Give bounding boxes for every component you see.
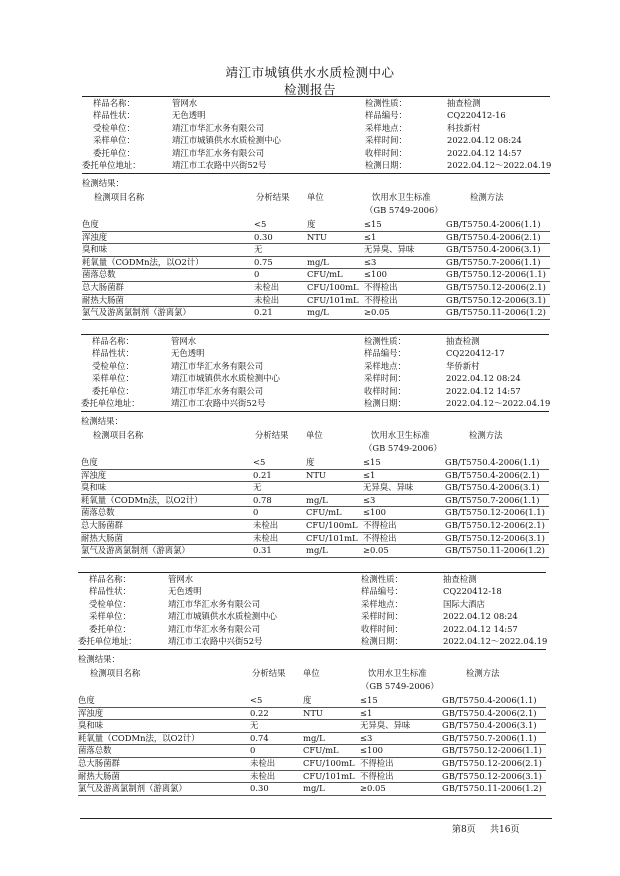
- info-bottom-rule: [81, 411, 549, 412]
- info-value: CQ220412-16: [447, 110, 506, 121]
- result-method: GB/T5750.4-2006(1.1): [442, 695, 537, 705]
- result-item: 耐热大肠菌: [82, 294, 124, 305]
- result-standard: ≤3: [364, 256, 377, 267]
- info-label: 采样单位：: [92, 373, 134, 384]
- column-header-standard-ref: （GB 5749-2006）: [364, 443, 442, 453]
- result-value: 未检出: [254, 282, 280, 292]
- info-value: 靖江市工农路中兴街52号: [168, 636, 263, 646]
- result-unit: CFU/101mL: [303, 770, 355, 781]
- results-heading: 检测结果：: [81, 416, 123, 426]
- column-header-standard: 饮用水卫生标准: [368, 668, 427, 678]
- result-value: 0.21: [254, 307, 273, 318]
- result-value: 0.74: [250, 732, 269, 743]
- result-unit: mg/L: [307, 256, 329, 267]
- info-value: 靖江市城镇供水水质检测中心: [168, 611, 277, 622]
- result-method: GB/T5750.4-2006(3.1): [442, 720, 537, 731]
- sample-block-top-rule: [82, 96, 550, 97]
- result-method: GB/T5750.12-2006(2.1): [442, 758, 542, 768]
- column-header-item: 检测项目名称: [93, 430, 144, 440]
- info-label: 样品编号：: [365, 110, 407, 121]
- result-value: 无: [250, 720, 259, 731]
- result-value: 0.30: [254, 231, 273, 242]
- info-label: 委托单位：: [92, 385, 134, 396]
- result-method: GB/T5750.12-2006(2.1): [445, 520, 545, 530]
- info-label: 委托单位地址：: [81, 398, 140, 408]
- result-unit: 度: [306, 457, 315, 467]
- result-value: 未检出: [253, 520, 279, 530]
- result-value: 0: [250, 745, 256, 756]
- result-value: 0: [253, 507, 259, 518]
- result-standard: ≤100: [364, 269, 388, 280]
- info-label: 采样地点：: [364, 360, 406, 371]
- result-unit: NTU: [303, 707, 323, 718]
- result-value: <5: [250, 695, 263, 705]
- result-value: 0.31: [253, 545, 272, 556]
- column-header-method: 检测方法: [466, 668, 500, 678]
- result-unit: 度: [303, 695, 312, 705]
- page-total: 共16页: [490, 825, 520, 835]
- result-method: GB/T5750.7-2006(1.1): [442, 732, 537, 743]
- info-label: 检测日期：: [365, 160, 407, 170]
- info-value: 靖江市华汇水务有限公司: [171, 385, 264, 396]
- result-item: 色度: [81, 457, 98, 467]
- result-item: 总大肠菌群: [78, 758, 120, 768]
- info-value: 管网水: [171, 336, 197, 346]
- info-value: 2022.04.12 14:57: [443, 623, 518, 634]
- result-item: 菌落总数: [78, 745, 112, 756]
- result-value: 0.75: [254, 256, 273, 267]
- info-label: 样品名称：: [93, 98, 135, 108]
- info-label: 采样时间：: [365, 135, 407, 146]
- result-standard: 不得检出: [363, 532, 397, 543]
- info-bottom-rule: [82, 173, 550, 174]
- column-header-standard-ref: （GB 5749-2006）: [361, 681, 439, 691]
- result-method: GB/T5750.4-2006(3.1): [446, 244, 541, 255]
- column-header-method: 检测方法: [469, 430, 503, 440]
- result-standard: 无异臭、异味: [364, 244, 415, 255]
- results-heading: 检测结果：: [78, 654, 120, 664]
- result-unit: NTU: [307, 231, 327, 242]
- result-method: GB/T5750.11-2006(1.2): [446, 307, 546, 318]
- row-rule: [81, 557, 549, 558]
- sample-block-top-rule: [81, 334, 549, 335]
- result-item: 耐热大肠菌: [78, 770, 120, 781]
- info-value: 2022.04.12 08:24: [447, 135, 522, 146]
- column-header-result: 分析结果: [255, 430, 289, 440]
- result-method: GB/T5750.4-2006(1.1): [446, 219, 541, 229]
- column-header-unit: 单位: [306, 430, 323, 440]
- info-value: 靖江市工农路中兴街52号: [171, 398, 266, 408]
- info-value: 2022.04.12 08:24: [443, 611, 518, 622]
- sample-block-top-rule: [78, 572, 546, 573]
- column-header-result: 分析结果: [252, 668, 286, 678]
- info-label: 采样单位：: [93, 135, 135, 146]
- result-unit: mg/L: [303, 783, 325, 794]
- result-item: 耗氧量（CODMn法，以O2计）: [82, 256, 204, 267]
- info-value: 国际大酒店: [443, 598, 485, 609]
- result-value: 0.78: [253, 494, 272, 505]
- info-label: 采样时间：: [364, 373, 406, 384]
- result-unit: CFU/100mL: [303, 758, 355, 768]
- result-item: 色度: [78, 695, 95, 705]
- result-value: 未检出: [250, 758, 276, 768]
- result-unit: mg/L: [306, 545, 328, 556]
- result-unit: mg/L: [306, 494, 328, 505]
- result-standard: 无异臭、异味: [363, 482, 414, 493]
- info-label: 样品编号：: [364, 348, 406, 359]
- info-label: 样品名称：: [89, 574, 131, 584]
- result-method: GB/T5750.12-2006(1.1): [445, 507, 545, 518]
- result-standard: ≤1: [363, 469, 376, 480]
- result-method: GB/T5750.12-2006(3.1): [442, 770, 542, 781]
- info-label: 采样单位：: [89, 611, 131, 622]
- info-value: 2022.04.12～2022.04.19: [447, 160, 552, 170]
- info-bottom-rule: [78, 649, 546, 650]
- info-label: 收样时间：: [361, 623, 403, 634]
- result-value: <5: [254, 219, 267, 229]
- result-item: 臭和味: [81, 482, 107, 493]
- result-unit: 度: [307, 219, 316, 229]
- info-value: 靖江市华汇水务有限公司: [172, 147, 265, 158]
- result-standard: 不得检出: [360, 758, 394, 768]
- result-standard: 不得检出: [363, 520, 397, 530]
- column-header-item: 检测项目名称: [90, 668, 141, 678]
- column-header-result: 分析结果: [256, 192, 290, 202]
- column-header-standard: 饮用水卫生标准: [372, 192, 431, 202]
- info-value: 科技新村: [447, 122, 481, 133]
- result-unit: NTU: [306, 469, 326, 480]
- info-label: 收样时间：: [365, 147, 407, 158]
- result-value: 0.22: [250, 707, 269, 718]
- result-standard: ≤3: [363, 494, 376, 505]
- info-value: 2022.04.12 08:24: [446, 373, 521, 384]
- result-standard: ≤100: [363, 507, 387, 518]
- result-item: 菌落总数: [82, 269, 116, 280]
- footer-rule: [80, 818, 552, 819]
- result-item: 氯气及游离氯制剂（游离氯）: [78, 783, 187, 794]
- result-method: GB/T5750.4-2006(2.1): [445, 469, 540, 480]
- info-value: 抽查检测: [443, 574, 477, 584]
- result-unit: CFU/101mL: [306, 532, 358, 543]
- info-label: 样品名称：: [92, 336, 134, 346]
- info-value: 无色透明: [171, 348, 205, 359]
- info-value: 管网水: [168, 574, 194, 584]
- result-standard: ≥0.05: [360, 783, 386, 794]
- column-header-unit: 单位: [307, 192, 324, 202]
- result-value: <5: [253, 457, 266, 467]
- result-method: GB/T5750.4-2006(2.1): [446, 231, 541, 242]
- result-value: 0.21: [253, 469, 272, 480]
- info-label: 委托单位地址：: [78, 636, 137, 646]
- info-value: 管网水: [172, 98, 198, 108]
- result-method: GB/T5750.12-2006(1.1): [446, 269, 546, 280]
- info-label: 受检单位：: [93, 122, 135, 133]
- result-method: GB/T5750.7-2006(1.1): [446, 256, 541, 267]
- info-label: 委托单位：: [89, 623, 131, 634]
- result-method: GB/T5750.12-2006(1.1): [442, 745, 542, 756]
- result-item: 氯气及游离氯制剂（游离氯）: [82, 307, 191, 318]
- row-rule: [82, 319, 550, 320]
- result-item: 浑浊度: [82, 231, 108, 242]
- result-standard: ≤1: [360, 707, 373, 718]
- result-item: 总大肠菌群: [82, 282, 124, 292]
- row-rule: [78, 795, 546, 796]
- result-value: 0.30: [250, 783, 269, 794]
- result-value: 无: [253, 482, 262, 493]
- info-label: 委托单位：: [93, 147, 135, 158]
- result-item: 臭和味: [78, 720, 104, 731]
- result-unit: CFU/101mL: [307, 294, 359, 305]
- column-header-method: 检测方法: [470, 192, 504, 202]
- result-item: 耗氧量（CODMn法，以O2计）: [81, 494, 203, 505]
- info-value: 无色透明: [172, 110, 206, 121]
- info-value: 2022.04.12～2022.04.19: [443, 636, 548, 646]
- info-value: 靖江市城镇供水水质检测中心: [171, 373, 280, 384]
- result-standard: 不得检出: [364, 282, 398, 292]
- result-method: GB/T5750.11-2006(1.2): [445, 545, 545, 556]
- info-value: 2022.04.12 14:57: [447, 147, 522, 158]
- result-method: GB/T5750.12-2006(2.1): [446, 282, 546, 292]
- result-method: GB/T5750.12-2006(3.1): [446, 294, 546, 305]
- info-value: 2022.04.12 14:57: [446, 385, 521, 396]
- result-standard: ≤3: [360, 732, 373, 743]
- result-value: 无: [254, 244, 263, 255]
- result-standard: 无异臭、异味: [360, 720, 411, 731]
- info-value: 靖江市华汇水务有限公司: [168, 623, 261, 634]
- result-item: 耗氧量（CODMn法，以O2计）: [78, 732, 200, 743]
- result-method: GB/T5750.12-2006(3.1): [445, 532, 545, 543]
- result-item: 臭和味: [82, 244, 108, 255]
- result-standard: ≥0.05: [364, 307, 390, 318]
- info-label: 样品编号：: [361, 586, 403, 597]
- info-label: 采样地点：: [365, 122, 407, 133]
- column-header-standard-ref: （GB 5749-2006）: [365, 205, 443, 215]
- result-unit: CFU/mL: [306, 507, 342, 518]
- results-heading: 检测结果：: [82, 178, 124, 188]
- result-standard: ≤100: [360, 745, 384, 756]
- result-value: 未检出: [254, 294, 280, 305]
- report-subtitle: 检测报告: [283, 82, 336, 97]
- column-header-unit: 单位: [303, 668, 320, 678]
- result-value: 0: [254, 269, 260, 280]
- info-value: 抽查检测: [447, 98, 481, 108]
- result-unit: CFU/mL: [307, 269, 343, 280]
- result-method: GB/T5750.4-2006(2.1): [442, 707, 537, 718]
- info-label: 样品性状：: [93, 110, 135, 121]
- result-method: GB/T5750.4-2006(1.1): [445, 457, 540, 467]
- result-standard: ≤15: [364, 219, 382, 229]
- info-value: 靖江市城镇供水水质检测中心: [172, 135, 281, 146]
- report-title: 靖江市城镇供水水质检测中心: [225, 65, 395, 80]
- info-label: 收样时间：: [364, 385, 406, 396]
- info-value: 2022.04.12～2022.04.19: [446, 398, 551, 408]
- info-label: 采样时间：: [361, 611, 403, 622]
- result-item: 浑浊度: [81, 469, 107, 480]
- info-value: 靖江市华汇水务有限公司: [172, 122, 265, 133]
- result-standard: ≤15: [360, 695, 378, 705]
- info-label: 受检单位：: [89, 598, 131, 609]
- info-value: 靖江市工农路中兴街52号: [172, 160, 267, 170]
- info-value: 靖江市华汇水务有限公司: [168, 598, 261, 609]
- result-item: 总大肠菌群: [81, 520, 123, 530]
- info-label: 检测性质：: [364, 336, 406, 346]
- result-standard: 不得检出: [364, 294, 398, 305]
- result-unit: mg/L: [307, 307, 329, 318]
- result-unit: CFU/100mL: [307, 282, 359, 292]
- info-value: 靖江市华汇水务有限公司: [171, 360, 264, 371]
- result-unit: CFU/mL: [303, 745, 339, 756]
- result-value: 未检出: [250, 770, 276, 781]
- result-standard: ≥0.05: [363, 545, 389, 556]
- info-label: 检测日期：: [364, 398, 406, 408]
- info-label: 委托单位地址：: [82, 160, 141, 170]
- result-standard: ≤1: [364, 231, 377, 242]
- column-header-item: 检测项目名称: [94, 192, 145, 202]
- info-value: 抽查检测: [446, 336, 480, 346]
- result-item: 氯气及游离氯制剂（游离氯）: [81, 545, 190, 556]
- info-label: 检测性质：: [361, 574, 403, 584]
- page-number: 第8页: [452, 825, 476, 835]
- result-value: 未检出: [253, 532, 279, 543]
- info-label: 样品性状：: [89, 586, 131, 597]
- info-value: CQ220412-17: [446, 348, 505, 359]
- result-standard: ≤15: [363, 457, 381, 467]
- info-label: 检测日期：: [361, 636, 403, 646]
- info-value: 无色透明: [168, 586, 202, 597]
- result-item: 菌落总数: [81, 507, 115, 518]
- result-method: GB/T5750.11-2006(1.2): [442, 783, 542, 794]
- info-label: 采样地点：: [361, 598, 403, 609]
- result-item: 浑浊度: [78, 707, 104, 718]
- result-unit: mg/L: [303, 732, 325, 743]
- result-item: 耐热大肠菌: [81, 532, 123, 543]
- info-label: 样品性状：: [92, 348, 134, 359]
- info-value: 华侨新村: [446, 360, 480, 371]
- column-header-standard: 饮用水卫生标准: [371, 430, 430, 440]
- result-item: 色度: [82, 219, 99, 229]
- info-label: 检测性质：: [365, 98, 407, 108]
- info-value: CQ220412-18: [443, 586, 502, 597]
- result-unit: CFU/100mL: [306, 520, 358, 530]
- result-method: GB/T5750.4-2006(3.1): [445, 482, 540, 493]
- result-method: GB/T5750.7-2006(1.1): [445, 494, 540, 505]
- result-standard: 不得检出: [360, 770, 394, 781]
- info-label: 受检单位：: [92, 360, 134, 371]
